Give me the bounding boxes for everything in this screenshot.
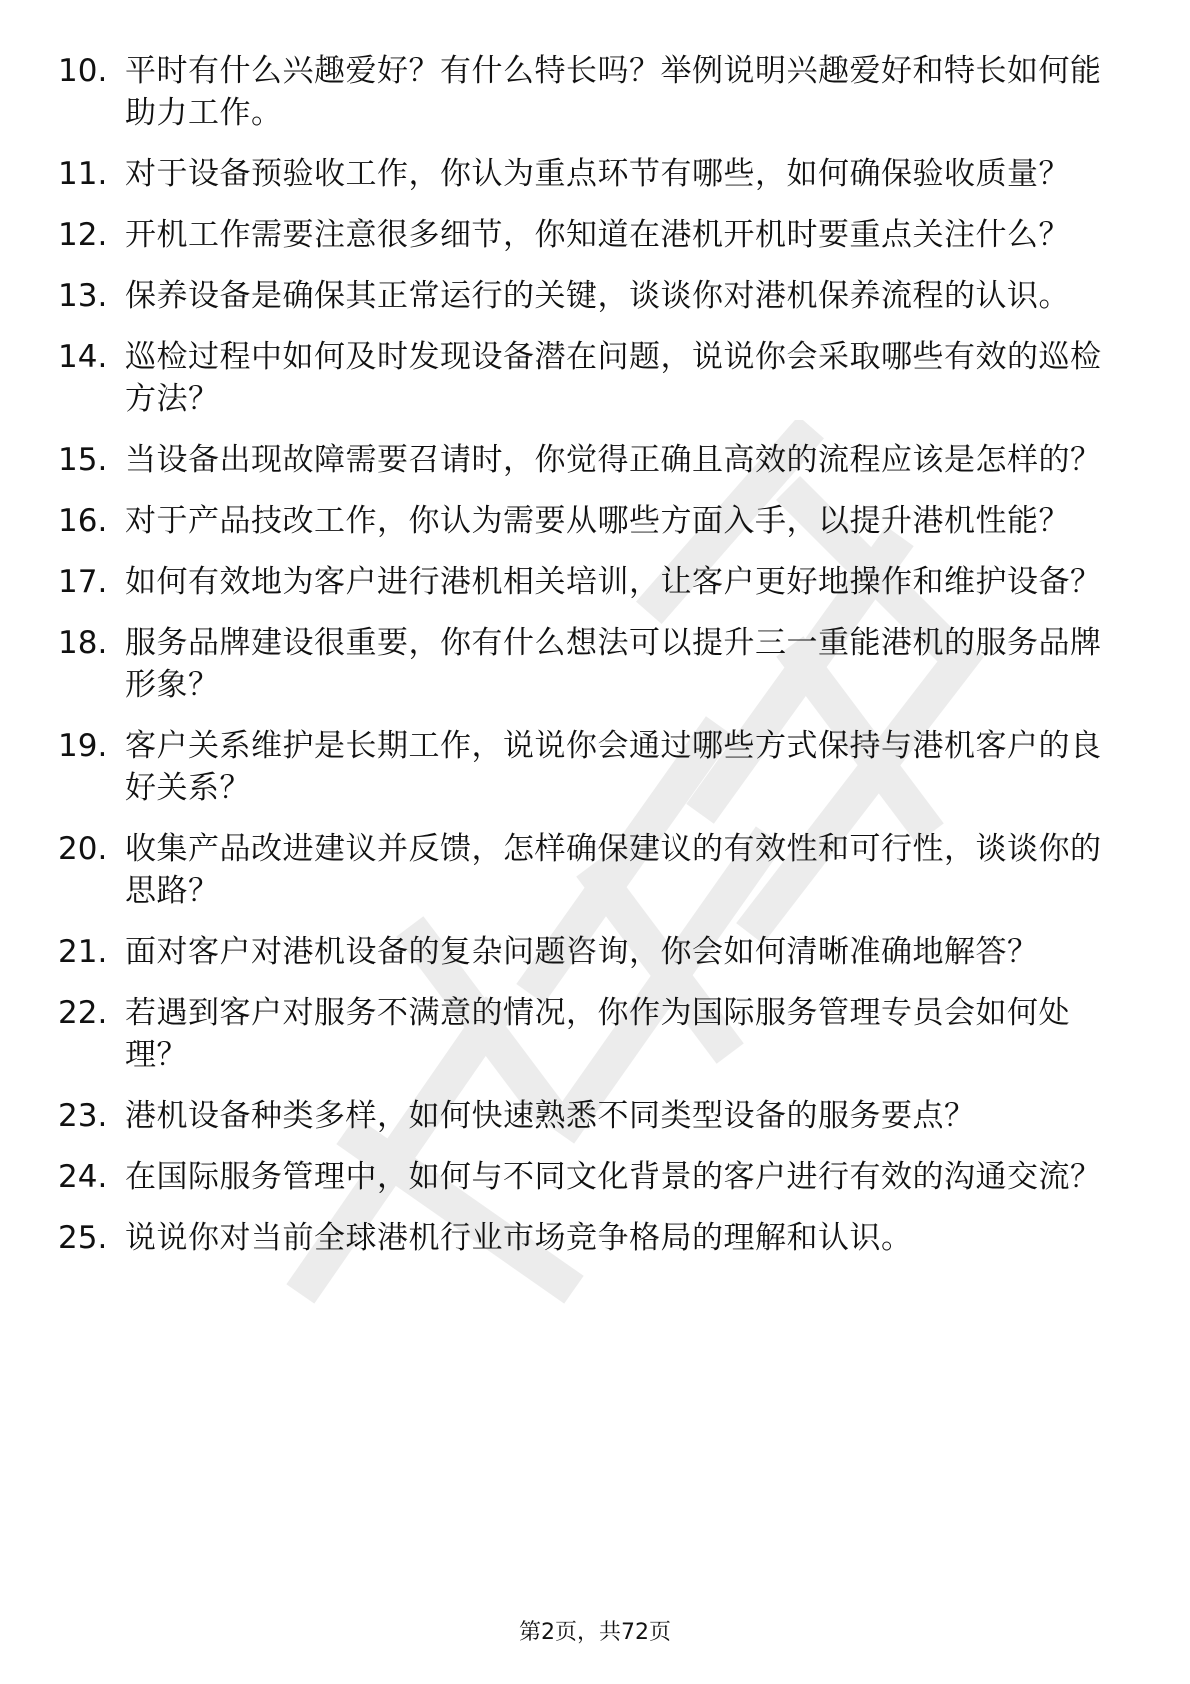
question-item	[58, 622, 1128, 706]
question-item	[58, 275, 1128, 317]
question-text: 如何有效地为客户进行港机相关培训，让客户更好地操作和维护设备？	[125, 564, 1102, 600]
question-item	[58, 439, 1128, 481]
question-text: 对于设备预验收工作，你认为重点环节有哪些，如何确保验收质量？	[125, 156, 1070, 192]
question-item	[58, 1156, 1128, 1198]
question-number: 12.	[58, 217, 108, 253]
question-number: 23.	[58, 1098, 108, 1134]
question-item	[58, 1095, 1128, 1137]
question-number: 14.	[58, 339, 108, 375]
question-number: 10.	[58, 53, 108, 89]
question-text: 面对客户对港机设备的复杂问题咨询，你会如何清晰准确地解答？	[125, 934, 1039, 970]
question-text: 若遇到客户对服务不满意的情况，你作为国际服务管理专员会如何处理？	[125, 995, 1070, 1073]
question-number: 13.	[58, 278, 108, 314]
question-text: 对于产品技改工作，你认为需要从哪些方面入手，以提升港机性能？	[125, 503, 1070, 539]
question-item	[58, 1217, 1128, 1259]
page-footer: 第2页，共72页	[519, 1620, 671, 1645]
question-text: 收集产品改进建议并反馈，怎样确保建议的有效性和可行性，谈谈你的思路？	[125, 831, 1102, 909]
question-number: 19.	[58, 728, 108, 764]
question-text: 说说你对当前全球港机行业市场竞争格局的理解和认识。	[125, 1220, 913, 1256]
question-item	[58, 725, 1128, 809]
question-item	[58, 500, 1128, 542]
question-text: 平时有什么兴趣爱好？有什么特长吗？举例说明兴趣爱好和特长如何能助力工作。	[125, 53, 1102, 131]
question-list	[58, 50, 1128, 1278]
question-number: 18.	[58, 625, 108, 661]
question-text: 客户关系维护是长期工作，说说你会通过哪些方式保持与港机客户的良好关系？	[125, 728, 1102, 806]
question-item	[58, 336, 1128, 420]
question-item	[58, 992, 1128, 1076]
question-text: 港机设备种类多样，如何快速熟悉不同类型设备的服务要点？	[125, 1098, 976, 1134]
question-number: 15.	[58, 442, 108, 478]
question-text: 当设备出现故障需要召请时，你觉得正确且高效的流程应该是怎样的？	[125, 442, 1102, 478]
question-number: 25.	[58, 1220, 108, 1256]
question-item	[58, 153, 1128, 195]
question-number: 11.	[58, 156, 108, 192]
question-item	[58, 828, 1128, 912]
question-item	[58, 561, 1128, 603]
question-item	[58, 214, 1128, 256]
question-number: 21.	[58, 934, 108, 970]
question-text: 巡检过程中如何及时发现设备潜在问题，说说你会采取哪些有效的巡检方法？	[125, 339, 1102, 417]
question-number: 22.	[58, 995, 108, 1031]
question-number: 24.	[58, 1159, 108, 1195]
question-item	[58, 50, 1128, 134]
question-text: 开机工作需要注意很多细节，你知道在港机开机时要重点关注什么？	[125, 217, 1070, 253]
question-number: 17.	[58, 564, 108, 600]
question-item	[58, 931, 1128, 973]
question-number: 16.	[58, 503, 108, 539]
question-number: 20.	[58, 831, 108, 867]
question-text: 保养设备是确保其正常运行的关键，谈谈你对港机保养流程的认识。	[125, 278, 1070, 314]
question-text: 在国际服务管理中，如何与不同文化背景的客户进行有效的沟通交流？	[125, 1159, 1102, 1195]
question-text: 服务品牌建设很重要，你有什么想法可以提升三一重能港机的服务品牌形象？	[125, 625, 1102, 703]
